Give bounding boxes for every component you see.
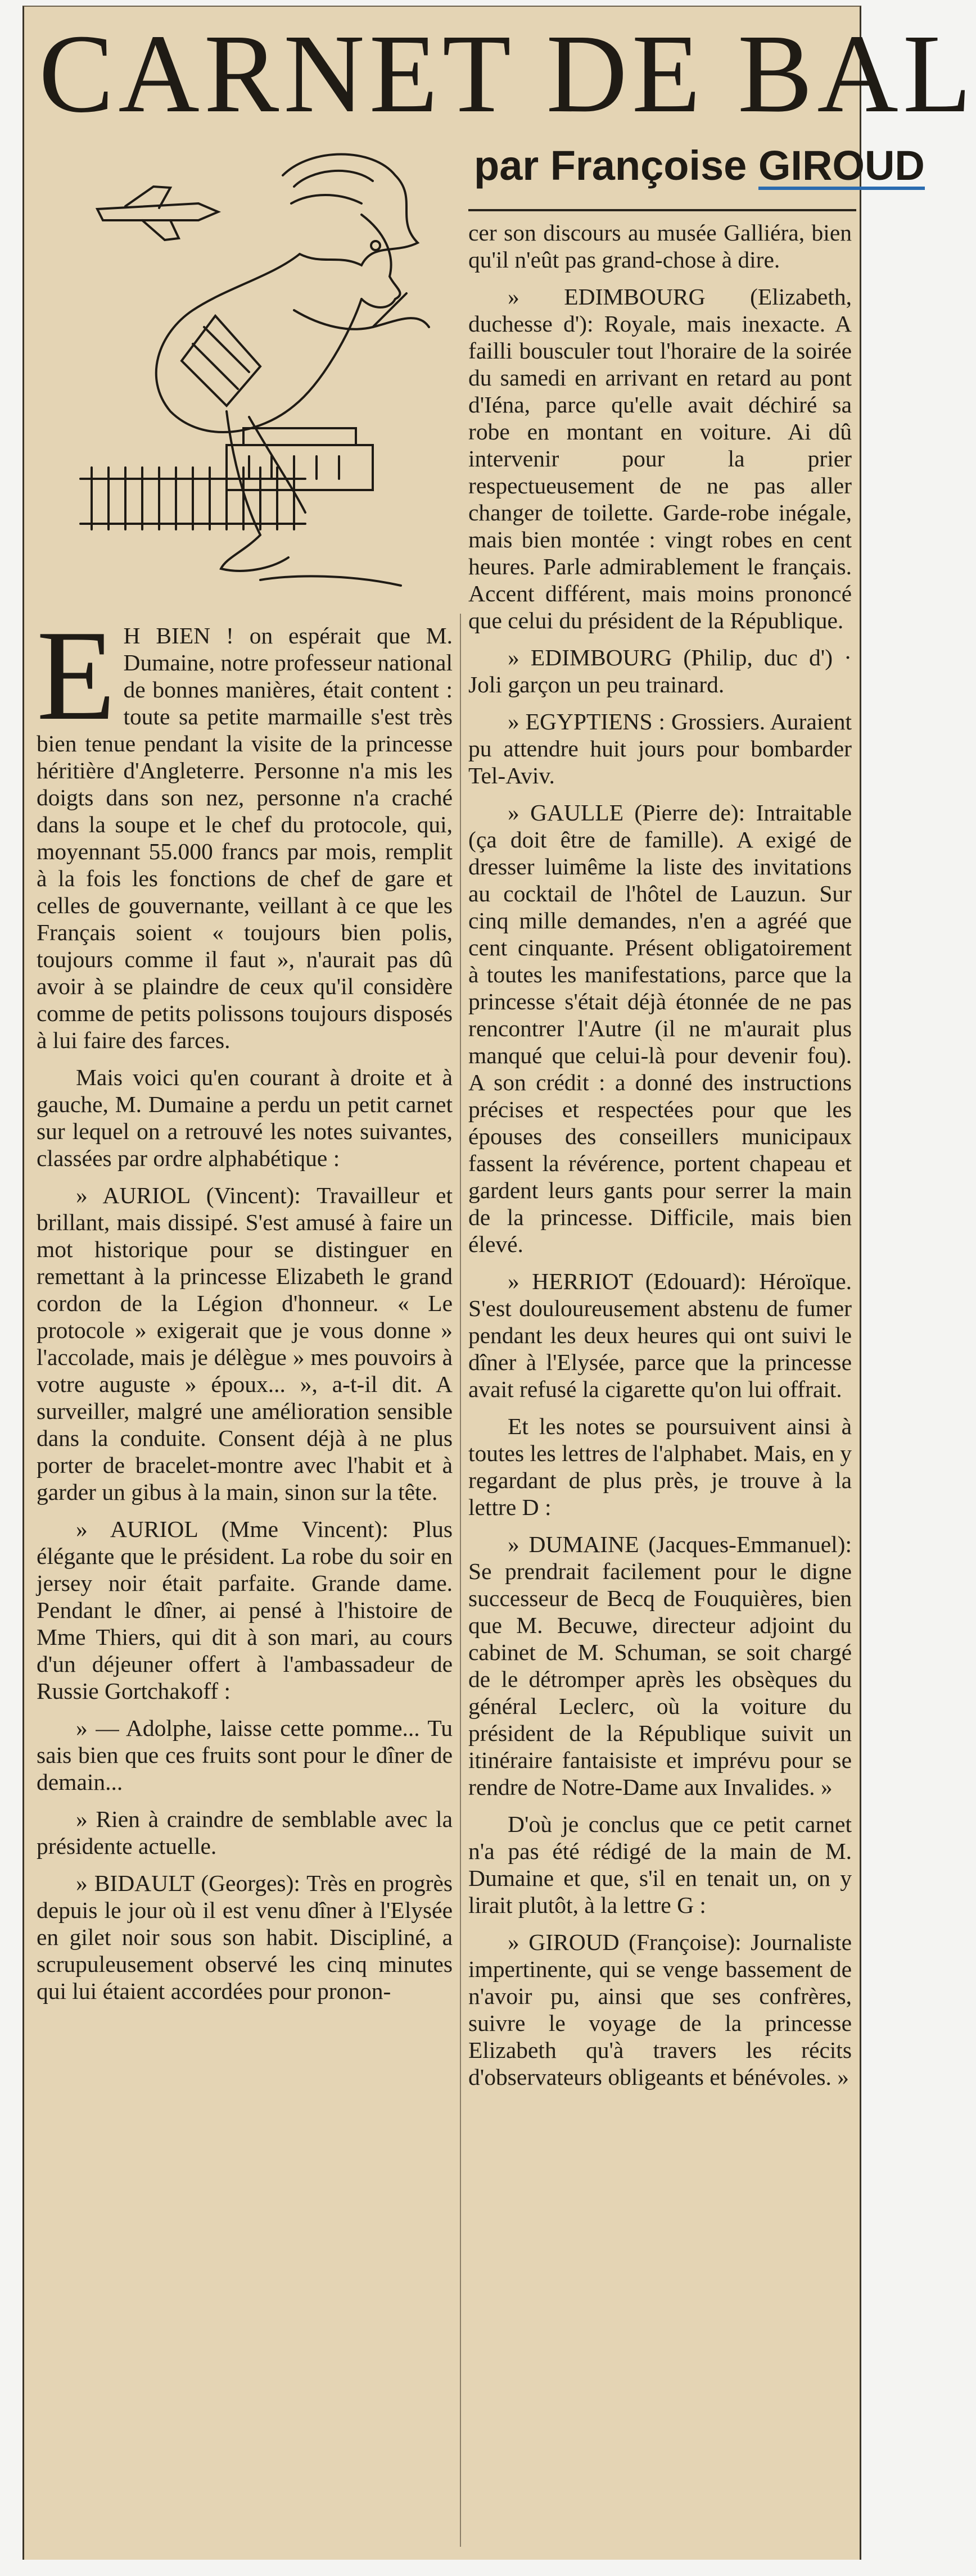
right-paragraph: » EGYPTIENS : Grossiers. Auraient pu attendre huit jours pour bombarder Tel-Aviv. — [468, 709, 852, 788]
right-paragraph: » EDIMBOURG (Elizabeth, duchesse d'): Royale, mais inexacte. A failli bousculer tout l'horaire de la soirée du samedi en arrivant en retard au pont d'Iéna, parce qu'elle avait déchiré sa robe en montant en voiture. Ai dû intervenir pour la prier respectueusement de ne pas aller changer de toilette. Garde-robe inégale, mais bien montée : vingt robes en cent heures. Parle admirablement le français. Accent différent, mais moins prononcé que celui du président de la République. — [468, 284, 852, 633]
byline-prefix: par Françoise — [474, 142, 747, 189]
right-paragraph: » HERRIOT (Edouard): Héroïque. S'est douloureusement abstenu de fumer pendant les deux heures qui ont suivi le dîner à l'Elysée, parce que la princesse avait refusé la cigarette qu'on lui offrait. — [468, 1268, 852, 1402]
right-paragraph: » GAULLE (Pierre de): Intraitable (ça doit être de famille). A exigé de dresser luimême la liste des invitations au cocktail de l'hôtel de Lauzun. Sur cinq mille demandes, n'en a agréé que cent cinquante. Présent obligatoirement à toutes les manifestations, parce que la princesse s'était déjà étonnée de ne pas rencontrer l'Autre (il ne m'aurait plus manqué que celui-là pour devenir fou). A son crédit : a donné des instructions précises et respectées pour que les épouses des conseillers municipaux fassent la révérence, portent chapeau et gardent leurs gants pour serrer la main de la princesse. Difficile, mais bien élevé. — [468, 800, 852, 1257]
left-paragraph: » — Adolphe, laisse cette pomme... Tu sais bien que ces fruits sont pour le dîner de demain... — [37, 1715, 453, 1795]
right-paragraph: » DUMAINE (Jacques-Emmanuel): Se prendrait facilement pour le digne successeur de Becq de Fouquières, bien que M. Becuwe, directeur adjoint du cabinet de M. Schuman, se soit chargé de le détromper après les obsèques du général Leclerc, où la voiture du président de la République suivit un itinéraire fantaisiste et imprévu pour se rendre de Notre-Dame aux Invalides. » — [468, 1531, 852, 1800]
left-paragraph-text: H BIEN ! on espérait que M. Dumaine, notre professeur national de bonnes manières, était content : toute sa petite marmaille s'est très bien tenue pendant la visite de la princesse héritière d'Angleterre. Personne n'a mis les doigts dans son nez, personne n'a craché dans la soupe et le chef du protocole, qui, moyennant 55.000 francs par mois, remplit à la fois les fonctions de chef de gare et celles de gouvernante, veillant à ce que les Français soient « toujours bien polis, toujours comme il faut », n'aurait pas dû avoir à se plaindre de ceux qu'il considère comme de petits polissons toujours disposés à lui faire des farces. — [37, 623, 453, 1053]
right-paragraph: D'où je conclus que ce petit carnet n'a pas été rédigé de la main de M. Dumaine et que, s'il en tenait un, on y lirait plutôt, à la lettre G : — [468, 1811, 852, 1918]
newspaper-clipping — [22, 6, 976, 2560]
right-paragraph: Et les notes se poursuivent ainsi à toutes les lettres de l'alphabet. Mais, en y regardant de plus près, je trouve à la lettre D : — [468, 1413, 852, 1520]
left-paragraph: Mais voici qu'en courant à droite et à gauche, M. Dumaine a perdu un petit carnet sur lequel on a retrouvé les notes suivantes, classées par ordre alphabétique : — [37, 1064, 453, 1171]
left-paragraph — [37, 604, 453, 1054]
article-title: CARNET DE BAL — [39, 12, 976, 136]
left-paragraph: » AURIOL (Mme Vincent): Plus élégante que le président. La robe du soir en jersey noir était parfaite. Grande dame. Pendant le dîner, ai pensé à l'histoire de Mme Thiers, qui dit à son mari, au cours d'un déjeuner offert à l'ambassadeur de Russie Gortchakoff : — [37, 1516, 453, 1704]
right-paragraph: cer son discours au musée Galliéra, bien qu'il n'eût pas grand-chose à dire. — [468, 220, 852, 273]
byline-surname: GIROUD — [758, 142, 925, 189]
caricature-illustration — [58, 142, 446, 608]
drop-cap: E — [37, 604, 116, 747]
right-paragraph: » EDIMBOURG (Philip, duc d') · Joli garçon un peu trainard. — [468, 645, 852, 697]
left-paragraph: » Rien à craindre de semblable avec la présidente actuelle. — [37, 1806, 453, 1859]
left-paragraph: » BIDAULT (Georges): Très en progrès depuis le jour où il est venu dîner à l'Elysée en gilet noir sous son habit. Discipliné, a scrupuleusement observé les cinq minutes qui lui étaient accordées pour pronon- — [37, 1870, 453, 2004]
column-divider — [460, 614, 461, 2547]
byline — [474, 142, 925, 190]
left-paragraph: » AURIOL (Vincent): Travailleur et brillant, mais dissipé. S'est amusé à faire un mot historique pour se distinguer en remettant à la princesse Elizabeth le grand cordon de la Légion d'honneur. « Le protocole » exigerait que je vous donne » l'accolade, mais je délègue » mes pouvoirs à votre auguste » époux... », a-t-il dit. A surveiller, malgré une amélioration sensible dans la conduite. Consent déjà à ne plus porter de bracelet-montre avec l'habit et à garder un gibus à la main, sinon sur la tête. — [37, 1182, 453, 1505]
right-paragraph: » GIROUD (Françoise): Journaliste impertinente, qui se venge bassement de n'avoir pu, ainsi que ses confrères, suivre le voyage de la princesse Elizabeth qu'à travers les récits d'observateurs obligeants et bénévoles. » — [468, 1929, 852, 2090]
right-column — [468, 219, 852, 2551]
byline-rule — [468, 209, 856, 211]
left-column — [37, 604, 453, 2555]
